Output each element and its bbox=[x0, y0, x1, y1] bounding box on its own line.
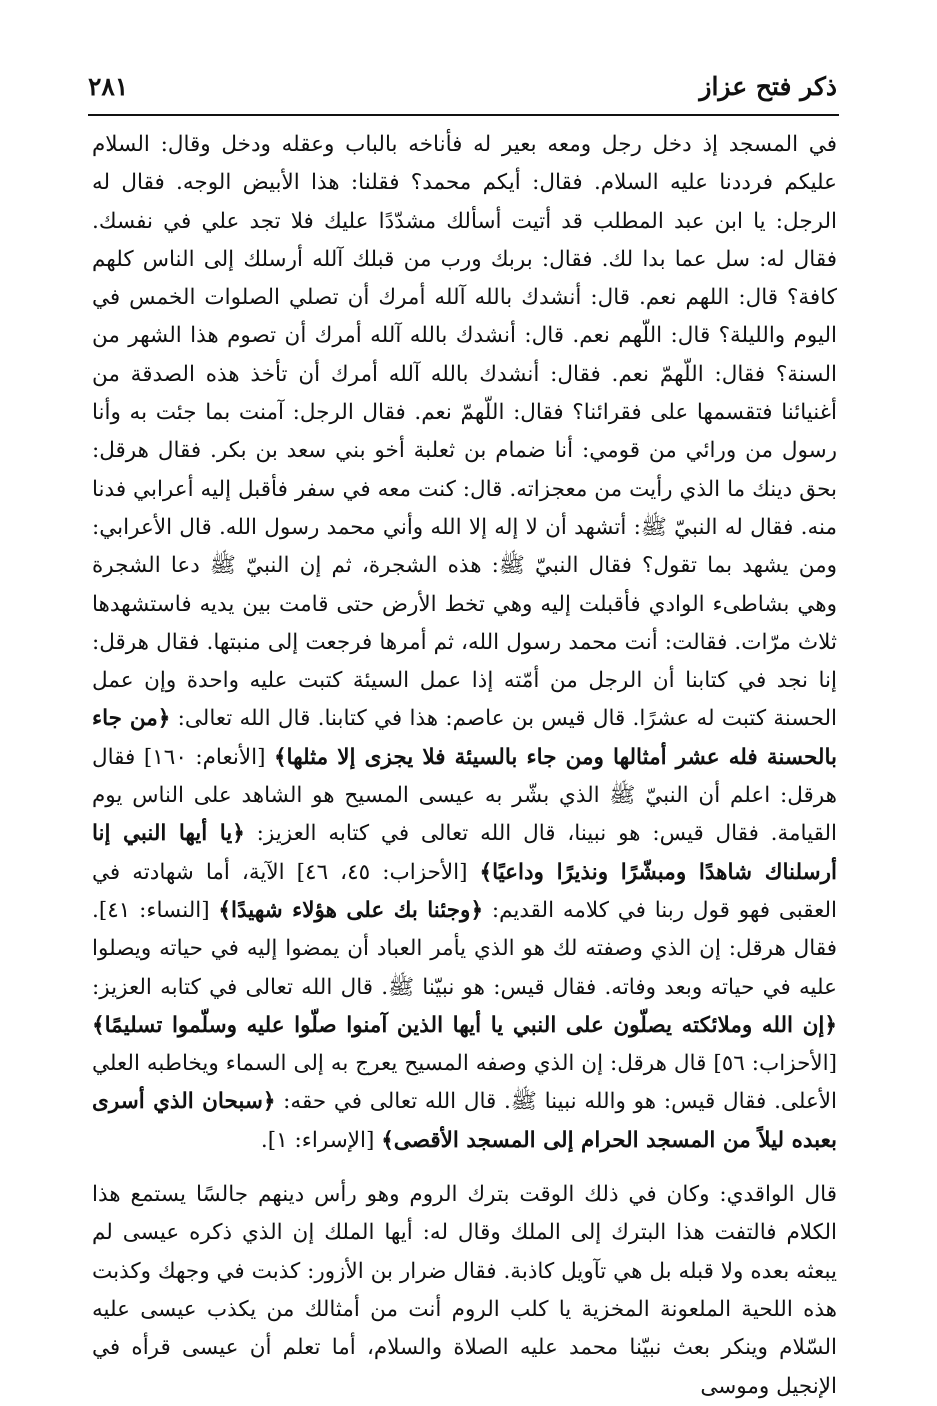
quran-quote: ﴿يا أيها النبي إنا أرسلناك شاهدًا ومبشّرًا ونذيرًا وداعيًا﴾ bbox=[92, 821, 837, 885]
quran-quote: ﴿من جاء بالحسنة فله عشر أمثالها ومن جاء بالسيئة فلا يجزى إلا مثلها﴾ bbox=[92, 706, 837, 770]
page-number: ٢٨١ bbox=[88, 72, 129, 101]
page-body bbox=[92, 126, 837, 1406]
quran-quote: ﴿سبحان الذي أسرى بعبده ليلاً من المسجد الحرام إلى المسجد الأقصى﴾ bbox=[92, 1089, 837, 1153]
paragraph bbox=[92, 1176, 837, 1406]
running-header bbox=[88, 68, 837, 108]
header-rule bbox=[88, 114, 839, 116]
chapter-title: ذكر فتح عزاز bbox=[699, 72, 837, 101]
paragraph bbox=[92, 126, 837, 1160]
text-segment: في المسجد إذ دخل رجل ومعه بعير له فأناخه بالباب وعقله ودخل وقال: السلام عليكم فرددنا عليه السلام. فقال: أيكم محمد؟ فقلنا: هذا الأبيض الوجه. فقال له الرجل: يا ابن عبد المطلب قد أتيت أسألك مشدّدًا عليك فلا تجد علي في نفسك. فقال له: سل عما بدا لك. فقال: بربك ورب من قبلك آلله أرسلك إلى الناس كلهم كافة؟ قال: اللهم نعم. قال: أنشدك بالله آلله أمرك أن تصلي الصلوات الخمس في اليوم والليلة؟ قال: اللّهم نعم. قال: أنشدك بالله آلله أمرك أن تصوم هذا الشهر من السنة؟ فقال: اللّهمّ نعم. فقال: أنشدك بالله آلله أمرك أن تأخذ هذه الصدقة من أغنيائنا فتقسمها على فقرائنا؟ فقال: اللّهمّ نعم. فقال الرجل: آمنت بما جئت به وأنا رسول من ورائي من قومي: أنا ضمام بن ثعلبة أخو بني سعد بن بكر. فقال هرقل: بحق دينك ما الذي رأيت من معجزاته. قال: كنت معه في سفر فأقبل إليه أعرابي فدنا منه. فقال له النبيّ ﷺ: أتشهد أن لا إله إلا الله وأني محمد رسول الله. قال الأعرابي: ومن يشهد بما تقول؟ فقال النبيّ ﷺ: هذه الشجرة، ثم إن النبيّ ﷺ دعا الشجرة وهي بشاطىء الوادي فأقبلت إليه وهي تخط الأرض حتى قامت بين يديه فاستشهدها ثلاث مرّات. فقالت: أنت محمد رسول الله، ثم أمرها فرجعت إلى منبتها. فقال هرقل: إنا نجد في كتابنا أن الرجل من أمّته إذا عمل السيئة كتبت عليه واحدة وإن عمل الحسنة كتبت له عشرًا. قال قيس بن عاصم: هذا في كتابنا. قال الله تعالى: bbox=[92, 132, 837, 732]
text-segment: [النساء: ٤١]. فقال هرقل: إن الذي وصفته لك هو الذي يأمر العباد أن يمضوا إليه في حياته ويصلوا عليه في حياته وبعد وفاته. فقال قيس: هو نبيّنا ﷺ. قال الله تعالى في كتابه العزيز: bbox=[92, 897, 837, 1000]
text-segment: قال الواقدي: وكان في ذلك الوقت بترك الروم وهو رأس دينهم جالسًا يستمع هذا الكلام فالتفت هذا البترك إلى الملك وقال له: أيها الملك إن الذي ذكره عيسى لم يبعثه بعده ولا قبله بل هي تآويل كاذبة. فقال ضرار بن الأزور: كذبت في وجهك وكذبت هذه اللحية الملعونة المخزية يا كلب الروم أنت من أمثالك من يكذب عيسى عليه السّلام وينكر بعث نبيّنا محمد عليه الصلاة والسلام، أما تعلم أن عيسى قرأه في الإنجيل وموسى bbox=[92, 1182, 837, 1399]
text-segment: [الأنعام: ١٦٠] فقال هرقل: اعلم أن النبيّ ﷺ الذي بشّر به عيسى المسيح هو الشاهد على الناس يوم القيامة. فقال قيس: هو نبينا، قال الله تعالى في كتابه العزيز: bbox=[92, 744, 837, 847]
text-segment: [الإسراء: ١]. bbox=[260, 1127, 382, 1153]
quran-quote: ﴿وجئنا بك على هؤلاء شهيدًا﴾ bbox=[218, 897, 484, 923]
quran-quote: ﴿إن الله وملائكته يصلّون على النبي يا أيها الذين آمنوا صلّوا عليه وسلّموا تسليمًا﴾ bbox=[92, 1012, 837, 1038]
text-segment: [الأحزاب: ٥٦] قال هرقل: إن الذي وصفه المسيح يعرج به إلى السماء ويخاطبه العلي الأعلى. فقال قيس: هو والله نبينا ﷺ. قال الله تعالى في حقه: bbox=[92, 1051, 838, 1115]
text-segment: [الأحزاب: ٤٥، ٤٦] الآية، أما شهادته في العقبى فهو قول ربنا في كلامه القديم: bbox=[92, 859, 837, 923]
